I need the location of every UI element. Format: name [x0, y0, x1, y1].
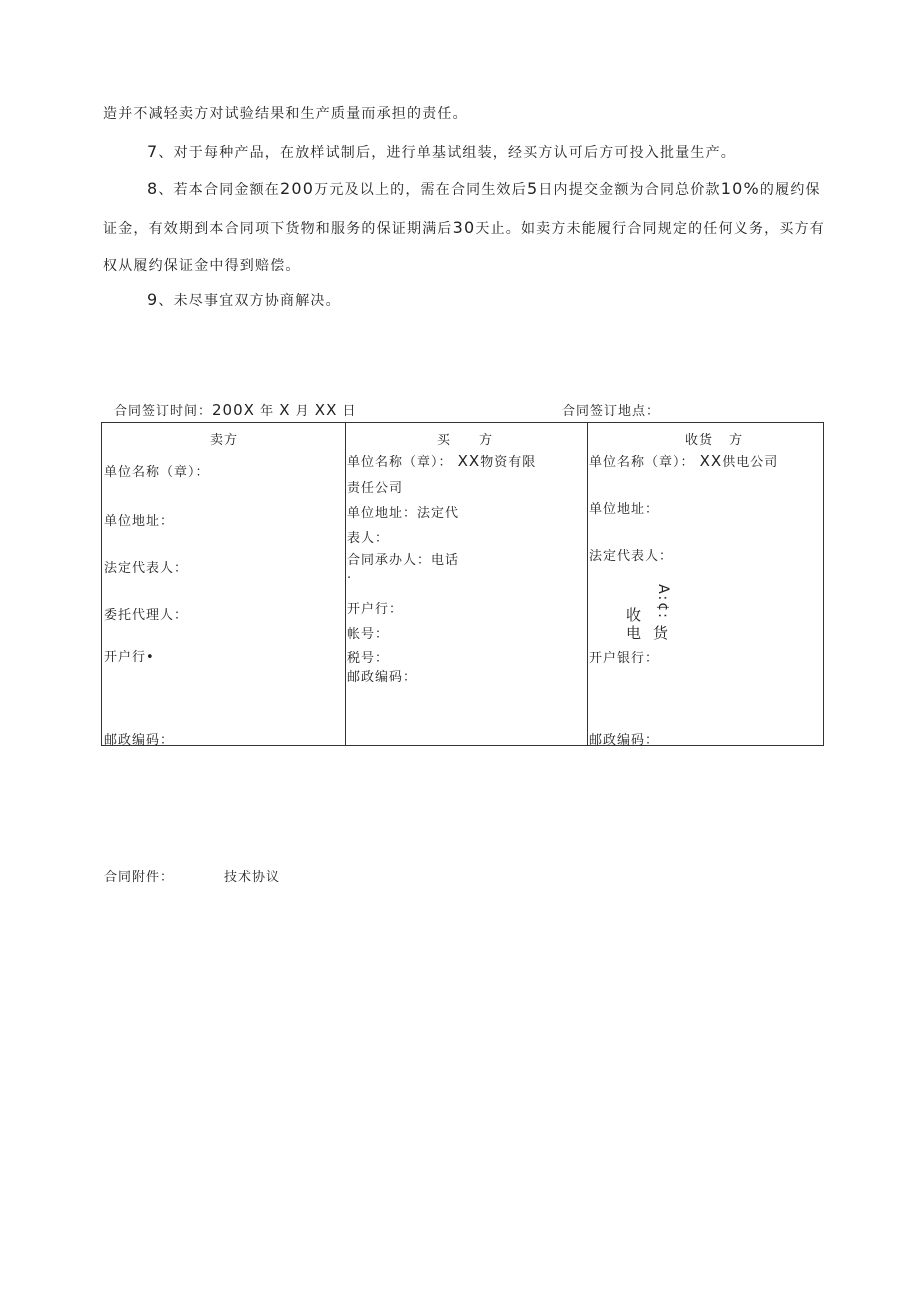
buyer-address-rep: 单位地址：法定代	[347, 506, 460, 521]
clause-8-percent: 10%	[720, 179, 760, 198]
clause-8-text-e: 日内提交金额为合同总价款	[538, 182, 721, 198]
parties-table	[101, 422, 824, 746]
attachment-label: 合同附件：	[104, 870, 175, 885]
clause-8-text-i: 天止。如卖方未能履行合同规定的任何义务，买方有权从履约保证金中得到赔偿。	[103, 221, 825, 274]
clause-continuation	[103, 96, 825, 133]
consignee-bank: 开户银行：	[589, 651, 660, 666]
clause-8-period: 30	[452, 218, 476, 237]
seller-postcode: 邮政编码：	[104, 733, 175, 748]
consignee-seal-rotated: A:¢:	[654, 584, 671, 620]
signing-time	[114, 400, 357, 419]
seller-unit-name: 单位名称（章）：	[104, 465, 210, 480]
buyer-account: 帐号：	[347, 627, 390, 642]
consignee-header-a: 收货	[685, 433, 714, 448]
consignee-header	[685, 429, 743, 448]
seller-header: 卖方	[210, 433, 239, 448]
seller-address: 单位地址：	[104, 514, 175, 529]
clause-8-days: 5	[526, 179, 539, 198]
clause-9	[103, 281, 825, 320]
buyer-unit-name-xx: XX	[457, 452, 481, 470]
buyer-tax: 税号：	[347, 651, 390, 666]
signing-month-unit: 月	[295, 404, 310, 419]
consignee-unit-name	[589, 451, 778, 470]
clause-9-number: 9	[147, 290, 159, 309]
clause-8-text-c: 万元及以上的，需在合同生效后	[314, 182, 527, 198]
buyer-unit-name	[347, 451, 536, 470]
buyer-column	[345, 423, 588, 745]
clause-8-number: 8	[147, 179, 159, 198]
signing-year: 200X	[212, 401, 255, 419]
signing-day-unit: 日	[342, 404, 357, 419]
consignee-column	[587, 423, 823, 748]
consignee-seal-char-b: 电	[626, 624, 642, 642]
consignee-seal-char-a: 收	[626, 606, 642, 624]
clause-7	[103, 133, 825, 172]
signing-day: XX	[314, 401, 338, 419]
clause-8-text-a: 、若本合同金额在	[158, 182, 280, 198]
seller-bank: 开户行•	[104, 650, 155, 665]
consignee-legal-rep: 法定代表人：	[589, 549, 674, 564]
seller-agent: 委托代理人：	[104, 608, 189, 623]
consignee-address: 单位地址：	[589, 502, 660, 517]
clause-8-text-g: 的履约保证金，有效期到本合同项下货物和服务的保证期满后	[103, 182, 821, 237]
clause-8-amount: 200	[280, 179, 315, 198]
buyer-rep-cont: 表人：	[347, 531, 390, 546]
signing-time-label: 合同签订时间：	[114, 404, 213, 419]
consignee-unit-name-value: 供电公司	[722, 455, 779, 470]
buyer-bank: 开户行：	[347, 602, 404, 617]
consignee-postcode: 邮政编码：	[589, 733, 660, 748]
attachment-value: 技术协议	[224, 870, 281, 885]
consignee-seal-char-c: 货	[653, 624, 669, 642]
clause-8	[103, 170, 825, 285]
buyer-header-a: 买	[437, 433, 452, 448]
buyer-header	[437, 429, 493, 448]
signing-place-label: 合同签订地点：	[562, 404, 661, 419]
clause-7-number: 7	[147, 142, 159, 161]
consignee-unit-name-label: 单位名称（章）：	[589, 455, 695, 470]
buyer-handler-phone: 合同承办人：电话	[347, 553, 460, 568]
seller-legal-rep: 法定代表人：	[104, 561, 189, 576]
clause-continuation-text: 造并不减轻卖方对试验结果和生产质量而承担的责任。	[103, 106, 468, 122]
clause-9-text: 、未尽事宜双方协商解决。	[158, 293, 341, 309]
buyer-unit-name-value: 物资有限	[480, 455, 537, 470]
signing-place	[562, 400, 660, 419]
buyer-postcode: 邮政编码：	[347, 670, 418, 685]
buyer-header-b: 方	[479, 433, 494, 448]
buyer-dot: ·	[347, 571, 353, 586]
buyer-unit-name-cont: 责任公司	[347, 481, 404, 496]
consignee-header-b: 方	[729, 433, 744, 448]
buyer-unit-name-label: 单位名称（章）：	[347, 455, 453, 470]
signing-year-unit: 年	[260, 404, 275, 419]
seller-column	[102, 423, 346, 748]
signing-month: X	[279, 401, 291, 419]
consignee-unit-name-xx: XX	[699, 452, 723, 470]
clause-7-text: 、对于每种产品，在放样试制后，进行单基试组装，经买方认可后方可投入批量生产。	[158, 145, 736, 161]
